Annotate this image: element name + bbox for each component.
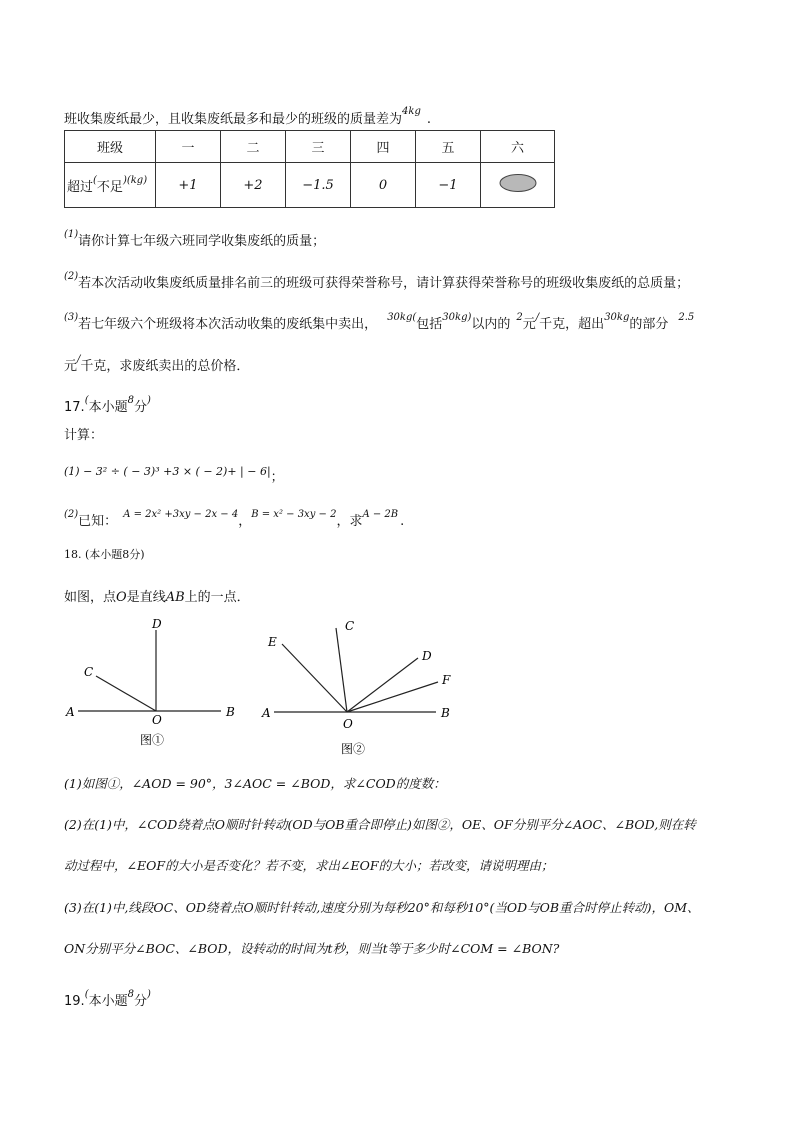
q16-part3-line2 (64, 355, 249, 374)
label-o: O (152, 713, 162, 727)
weight-30kg: 30kg (387, 312, 413, 323)
intro-text: 是直线 (126, 590, 166, 605)
table-header-label: 班级 (65, 131, 156, 163)
row-label-unit: )(kg) (122, 174, 148, 186)
table-value: −1.5 (286, 163, 351, 208)
intro-text: 如图，点 (64, 590, 117, 605)
ray-oc (96, 676, 156, 711)
table-value: 0 (351, 163, 416, 208)
table-header-class: 一 (156, 131, 221, 163)
paren: ( (84, 989, 89, 1000)
part-text: ，求 (336, 514, 363, 529)
q18-part2-line2: 动过程中，∠EOF的大小是否变化？若不变，求出∠EOF的大小；若改变，请说明理由； (64, 858, 554, 873)
part-number: (2) (64, 509, 79, 520)
waste-paper-table (64, 130, 555, 208)
points-value: 8 (127, 989, 134, 1000)
ray-od (347, 658, 418, 712)
paren: ) (147, 989, 151, 1000)
table-value: +2 (221, 163, 286, 208)
q18-intro (64, 586, 250, 605)
punctuation: ， (238, 514, 252, 529)
ray-oc (336, 628, 347, 712)
question-number: 17. (64, 400, 85, 415)
row-label-under: 不足 (96, 179, 123, 195)
q17-part2 (64, 510, 404, 529)
point-label: O (116, 590, 127, 605)
table-header-class: 六 (481, 131, 555, 163)
unit-yuan: 元 (64, 359, 78, 374)
weight-30kg: 30kg (442, 312, 468, 323)
slash: / (535, 312, 540, 323)
row-label-over: 超过 (67, 179, 94, 195)
question-number: 19. (64, 994, 85, 1009)
label-a: A (262, 706, 271, 720)
paren: ) (147, 395, 151, 406)
table-header-class: 二 (221, 131, 286, 163)
paren: ( (412, 312, 417, 323)
part-number: (1) (64, 229, 79, 240)
points-label: 本小题 (88, 400, 128, 415)
table-value: −1 (416, 163, 481, 208)
ray-of (347, 682, 438, 712)
figure-caption: 图① (140, 733, 165, 747)
table-header-class: 三 (286, 131, 351, 163)
hidden-value-ellipse (498, 173, 538, 193)
unit-yuan: 元 (522, 317, 536, 332)
label-c: C (84, 665, 94, 679)
part-text: 已知： (78, 514, 118, 529)
figure-1 (60, 612, 245, 752)
table-hidden-value-cell (481, 163, 555, 208)
punctuation: . (400, 514, 405, 529)
q17-part1 (64, 460, 284, 485)
part-text: 请你计算七年级六班同学收集废纸的质量； (78, 234, 326, 249)
line-label: AB (165, 590, 185, 605)
label-d: D (152, 617, 162, 631)
punctuation: ； (270, 470, 284, 485)
label-b: B (441, 706, 450, 720)
q19-title (64, 990, 151, 1009)
q16-part2 (64, 272, 689, 291)
q16-part3-line1 (64, 313, 694, 332)
ray-oe (282, 644, 347, 712)
points-unit: 分 (133, 400, 147, 415)
q18-part1: (1)如图①，∠AOD = 90°，3∠AOC = ∠BOD，求∠COD的度数： (64, 776, 446, 791)
q18-title: 18. (本小题8分) (64, 548, 145, 561)
table-value-row (65, 163, 555, 208)
expression-target: A − 2B (362, 509, 399, 520)
part-text: 千克，超出 (539, 317, 605, 332)
slash: / (77, 354, 81, 365)
q18-part3-line2: ON分别平分∠BOC、∠BOD，设转动的时间为t秒，则当t等于多少时∠COM = ∠BON? (64, 941, 560, 956)
table-value: +1 (156, 163, 221, 208)
part-text: 若本次活动收集废纸质量排名前三的班级可获得荣誉称号，请计算获得荣誉称号的班级收集废纸的总质量； (78, 276, 690, 291)
expression: (1) − 3² ÷ ( − 3)³ +3 × ( − 2)+ | − 6| (64, 465, 271, 478)
table-header-class: 四 (351, 131, 416, 163)
row-label-paren: ( (93, 174, 97, 186)
label-f: F (442, 673, 451, 687)
part-text: 若七年级六个班级将本次活动收集的废纸集中卖出， (78, 317, 378, 332)
label-c: C (345, 619, 355, 633)
label-b: B (226, 705, 235, 719)
price-2: 2 (516, 312, 523, 323)
label-e: E (268, 635, 277, 649)
intro-text: 班收集废纸最少，且收集废纸最多和最少的班级的质量差为 (64, 112, 403, 127)
expression-a: A = 2x² +3xy − 2x − 4 (123, 509, 239, 520)
part-text: 以内的 (471, 317, 511, 332)
q16-part1 (64, 230, 325, 249)
price-2-5: 2.5 (678, 312, 695, 323)
label-a: A (66, 705, 75, 719)
weight-30kg: 30kg (604, 312, 630, 323)
points-unit: 分 (133, 994, 147, 1009)
intro-line (64, 108, 431, 127)
part-number: (2) (64, 271, 79, 282)
points-value: 8 (127, 395, 134, 406)
intro-text: 上的一点． (184, 590, 250, 605)
q18-part3-line1: (3)在(1)中,线段OC、OD绕着点O顺时针转动,速度分别为每秒20°和每秒10°(当OD与OB重合时停止转动)，OM、 (64, 900, 700, 915)
paren: ( (84, 395, 89, 406)
table-header-row (65, 131, 555, 163)
label-d: D (422, 649, 432, 663)
q17-title (64, 396, 151, 415)
part-number: (3) (64, 312, 79, 323)
label-o: O (343, 717, 353, 731)
table-row-label (65, 163, 156, 208)
intro-end: . (426, 112, 431, 127)
table-header-class: 五 (416, 131, 481, 163)
intro-value: 4kg (402, 106, 421, 117)
part-text: 的部分 (629, 317, 669, 332)
part-text: 千克，求废纸卖出的总价格． (80, 359, 250, 374)
points-label: 本小题 (88, 994, 128, 1009)
q18-part2-line1: (2)在(1)中，∠COD绕着点O顺时针转动(OD与OB重合即停止)如图②，OE、OF分别平分∠AOC、∠BOD,则在转 (64, 817, 696, 832)
figure-caption: 图② (341, 742, 366, 756)
figure-2 (256, 612, 461, 760)
part-text: 包括 (416, 317, 443, 332)
paren: ) (467, 312, 472, 323)
expression-b: B = x² − 3xy − 2 (251, 509, 337, 520)
q17-prompt: 计算： (64, 428, 104, 443)
